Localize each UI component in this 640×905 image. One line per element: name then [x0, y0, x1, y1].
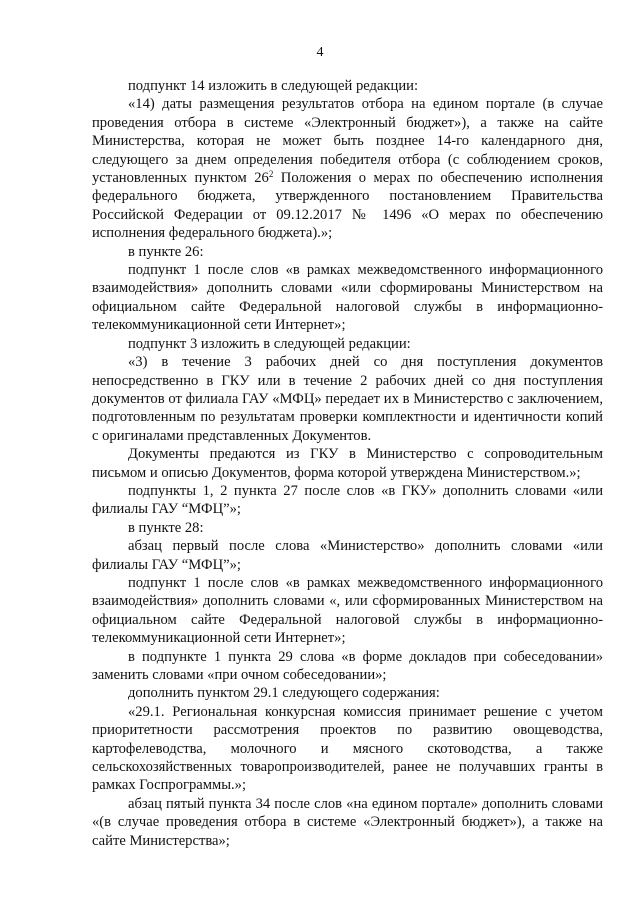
paragraph-item-14	[92, 95, 603, 242]
paragraph: дополнить пунктом 29.1 следующего содержания:	[128, 685, 440, 702]
paragraph: в пункте 26:	[128, 243, 204, 260]
paragraph: абзац пятый пункта 34 после слов «на едином портале» дополнить словами «(в случае проведения отбора в системе «Электронный бюджет»), а также на сайте Министерства»;	[92, 795, 603, 849]
paragraph-text: «14) даты размещения результатов отбора на едином портале (в случае проведения отбора в системе «Электронный бюджет»), а также на сайте Министерства, которая не может быть позднее 14-го календарного дня, следующего за днем определения победителя отбора (с соблюдением сроков, установленных пунктом 26	[92, 96, 603, 187]
paragraph: «29.1. Региональная конкурсная комиссия принимает решение с учетом приоритетности рассмотрения проектов по развитию овощеводства, картофелеводства, молочного и мясного скотоводства, а также сельскохозяйственных товаропроизводителей, ранее не получавших гранты в рамках Госпрограммы.»;	[92, 703, 603, 794]
paragraph: подпункт 3 изложить в следующей редакции:	[128, 335, 411, 352]
paragraph: Документы предаются из ГКУ в Министерство с сопроводительным письмом и описью Документов, форма которой утверждена Министерством.»;	[92, 446, 603, 481]
paragraph: подпункт 1 после слов «в рамках межведомственного информационного взаимодействия» дополнить словами «, или сформированных Министерством на официальном сайте Федеральной налоговой службы в информационно-телекоммуникационной сети Интернет»;	[92, 574, 603, 647]
page-number: 4	[316, 45, 324, 60]
document-body	[92, 77, 603, 850]
paragraph: подпункт 1 после слов «в рамках межведомственного информационного взаимодействия» дополнить словами «или сформированы Министерством на официальном сайте Федеральной налоговой службы в информационно-телекоммуникационной сети Интернет»;	[92, 262, 603, 334]
paragraph: в подпункте 1 пункта 29 слова «в форме докладов при собеседовании» заменить словами «при очном собеседовании»;	[92, 648, 603, 683]
superscript: 2	[268, 169, 274, 180]
paragraph-text: Положения о мерах по обеспечению исполнения федерального бюджета, утвержденного постановлением Правительства Российской Федерации от 09.12.2017 № 1496 «О мерах по обеспечению исполнения федерального бюджета).»;	[92, 170, 603, 242]
paragraph: подпункты 1, 2 пункта 27 после слов «в ГКУ» дополнить словами «или филиалы ГАУ “МФЦ”»;	[92, 482, 603, 518]
paragraph: «3) в течение 3 рабочих дней со дня поступления документов непосредственно в ГКУ или в течение 2 рабочих дней со дня поступления документов от филиала ГАУ «МФЦ» передает их в Министерство с заключением, подготовленным по результатам проверки комплектности и идентичности копий с оригиналами представленных Документов.	[92, 354, 603, 444]
paragraph: абзац первый после слова «Министерство» дополнить словами «или филиалы ГАУ “МФЦ”»;	[92, 538, 603, 573]
paragraph: в пункте 28:	[128, 519, 204, 536]
paragraph: подпункт 14 изложить в следующей редакции:	[128, 78, 419, 94]
